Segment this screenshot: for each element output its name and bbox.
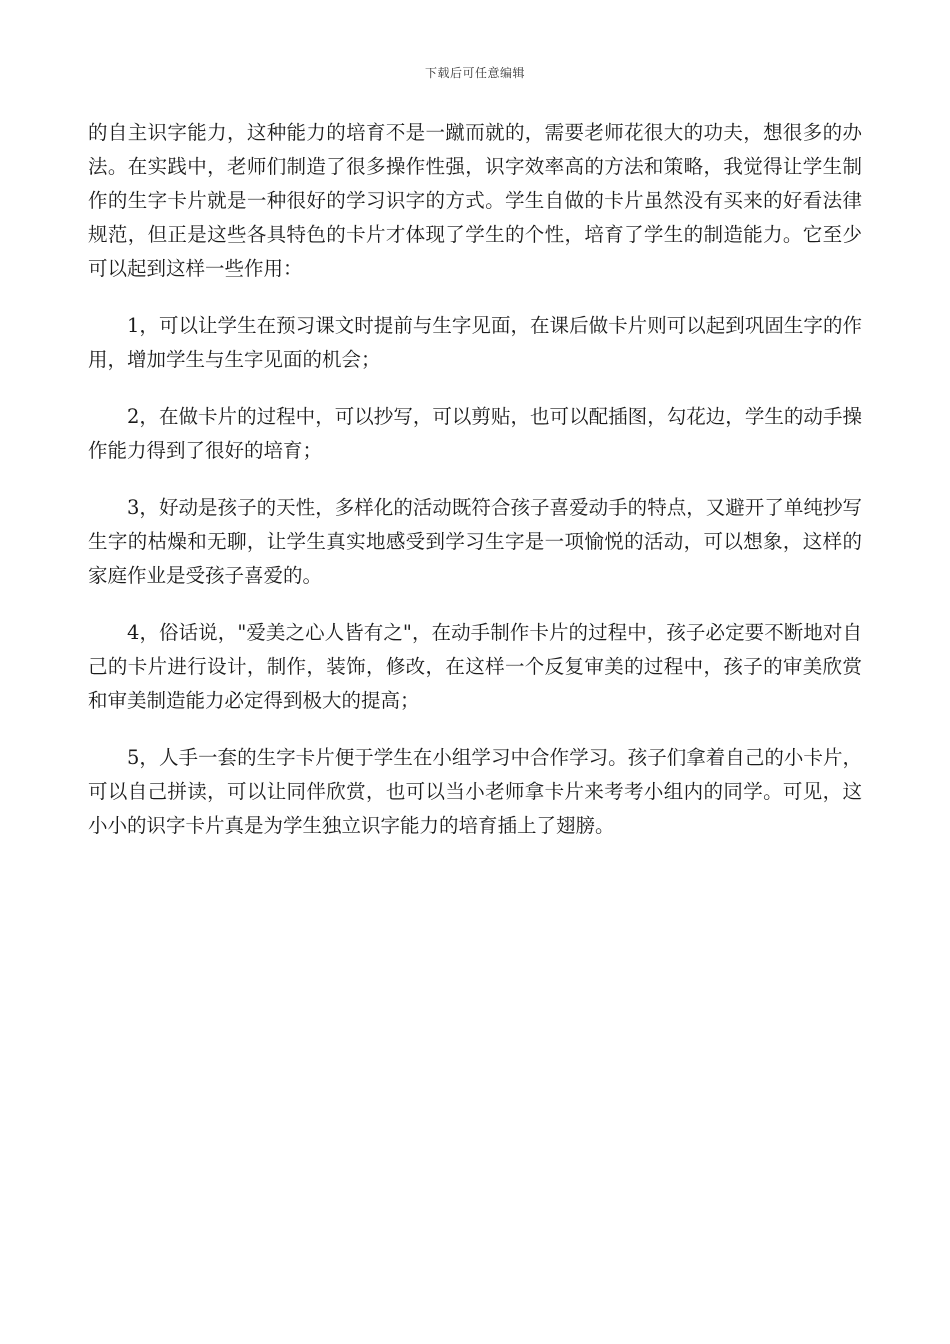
page-header: 下载后可任意编辑 bbox=[424, 66, 525, 80]
paragraph-point-3: 3，好动是孩子的天性，多样化的活动既符合孩子喜爱动手的特点，又避开了单纯抄写生字的枯燥和无聊，让学生真实地感受到学习生字是一项愉悦的活动，可以想象，这样的家庭作业是受孩子喜爱的。 bbox=[88, 496, 862, 587]
paragraph-point-5: 5，人手一套的生字卡片便于学生在小组学习中合作学习。孩子们拿着自己的小卡片，可以自己拼读，可以让同伴欣赏，也可以当小老师拿卡片来考考小组内的同学。可见，这小小的识字卡片真是为学生独立识字能力的培育插上了翅膀。 bbox=[88, 746, 862, 837]
paragraph-point-4: 4，俗话说，"爱美之心人皆有之"，在动手制作卡片的过程中，孩子必定要不断地对自己的卡片进行设计，制作，装饰，修改，在这样一个反复审美的过程中，孩子的审美欣赏和审美制造能力必定得到极大的提高； bbox=[88, 621, 862, 712]
document-body bbox=[88, 116, 862, 866]
paragraph-intro: 的自主识字能力，这种能力的培育不是一蹴而就的，需要老师花很大的功夫，想很多的办法。在实践中，老师们制造了很多操作性强，识字效率高的方法和策略，我觉得让学生制作的生字卡片就是一种很好的学习识字的方式。学生自做的卡片虽然没有买来的好看法律规范，但正是这些各具特色的卡片才体现了学生的个性，培育了学生的制造能力。它至少可以起到这样一些作用： bbox=[88, 121, 862, 280]
paragraph-point-1: 1，可以让学生在预习课文时提前与生字见面，在课后做卡片则可以起到巩固生字的作用，增加学生与生字见面的机会； bbox=[88, 314, 862, 371]
paragraph-point-2: 2，在做卡片的过程中，可以抄写，可以剪贴，也可以配插图，勾花边，学生的动手操作能力得到了很好的培育； bbox=[88, 405, 862, 462]
